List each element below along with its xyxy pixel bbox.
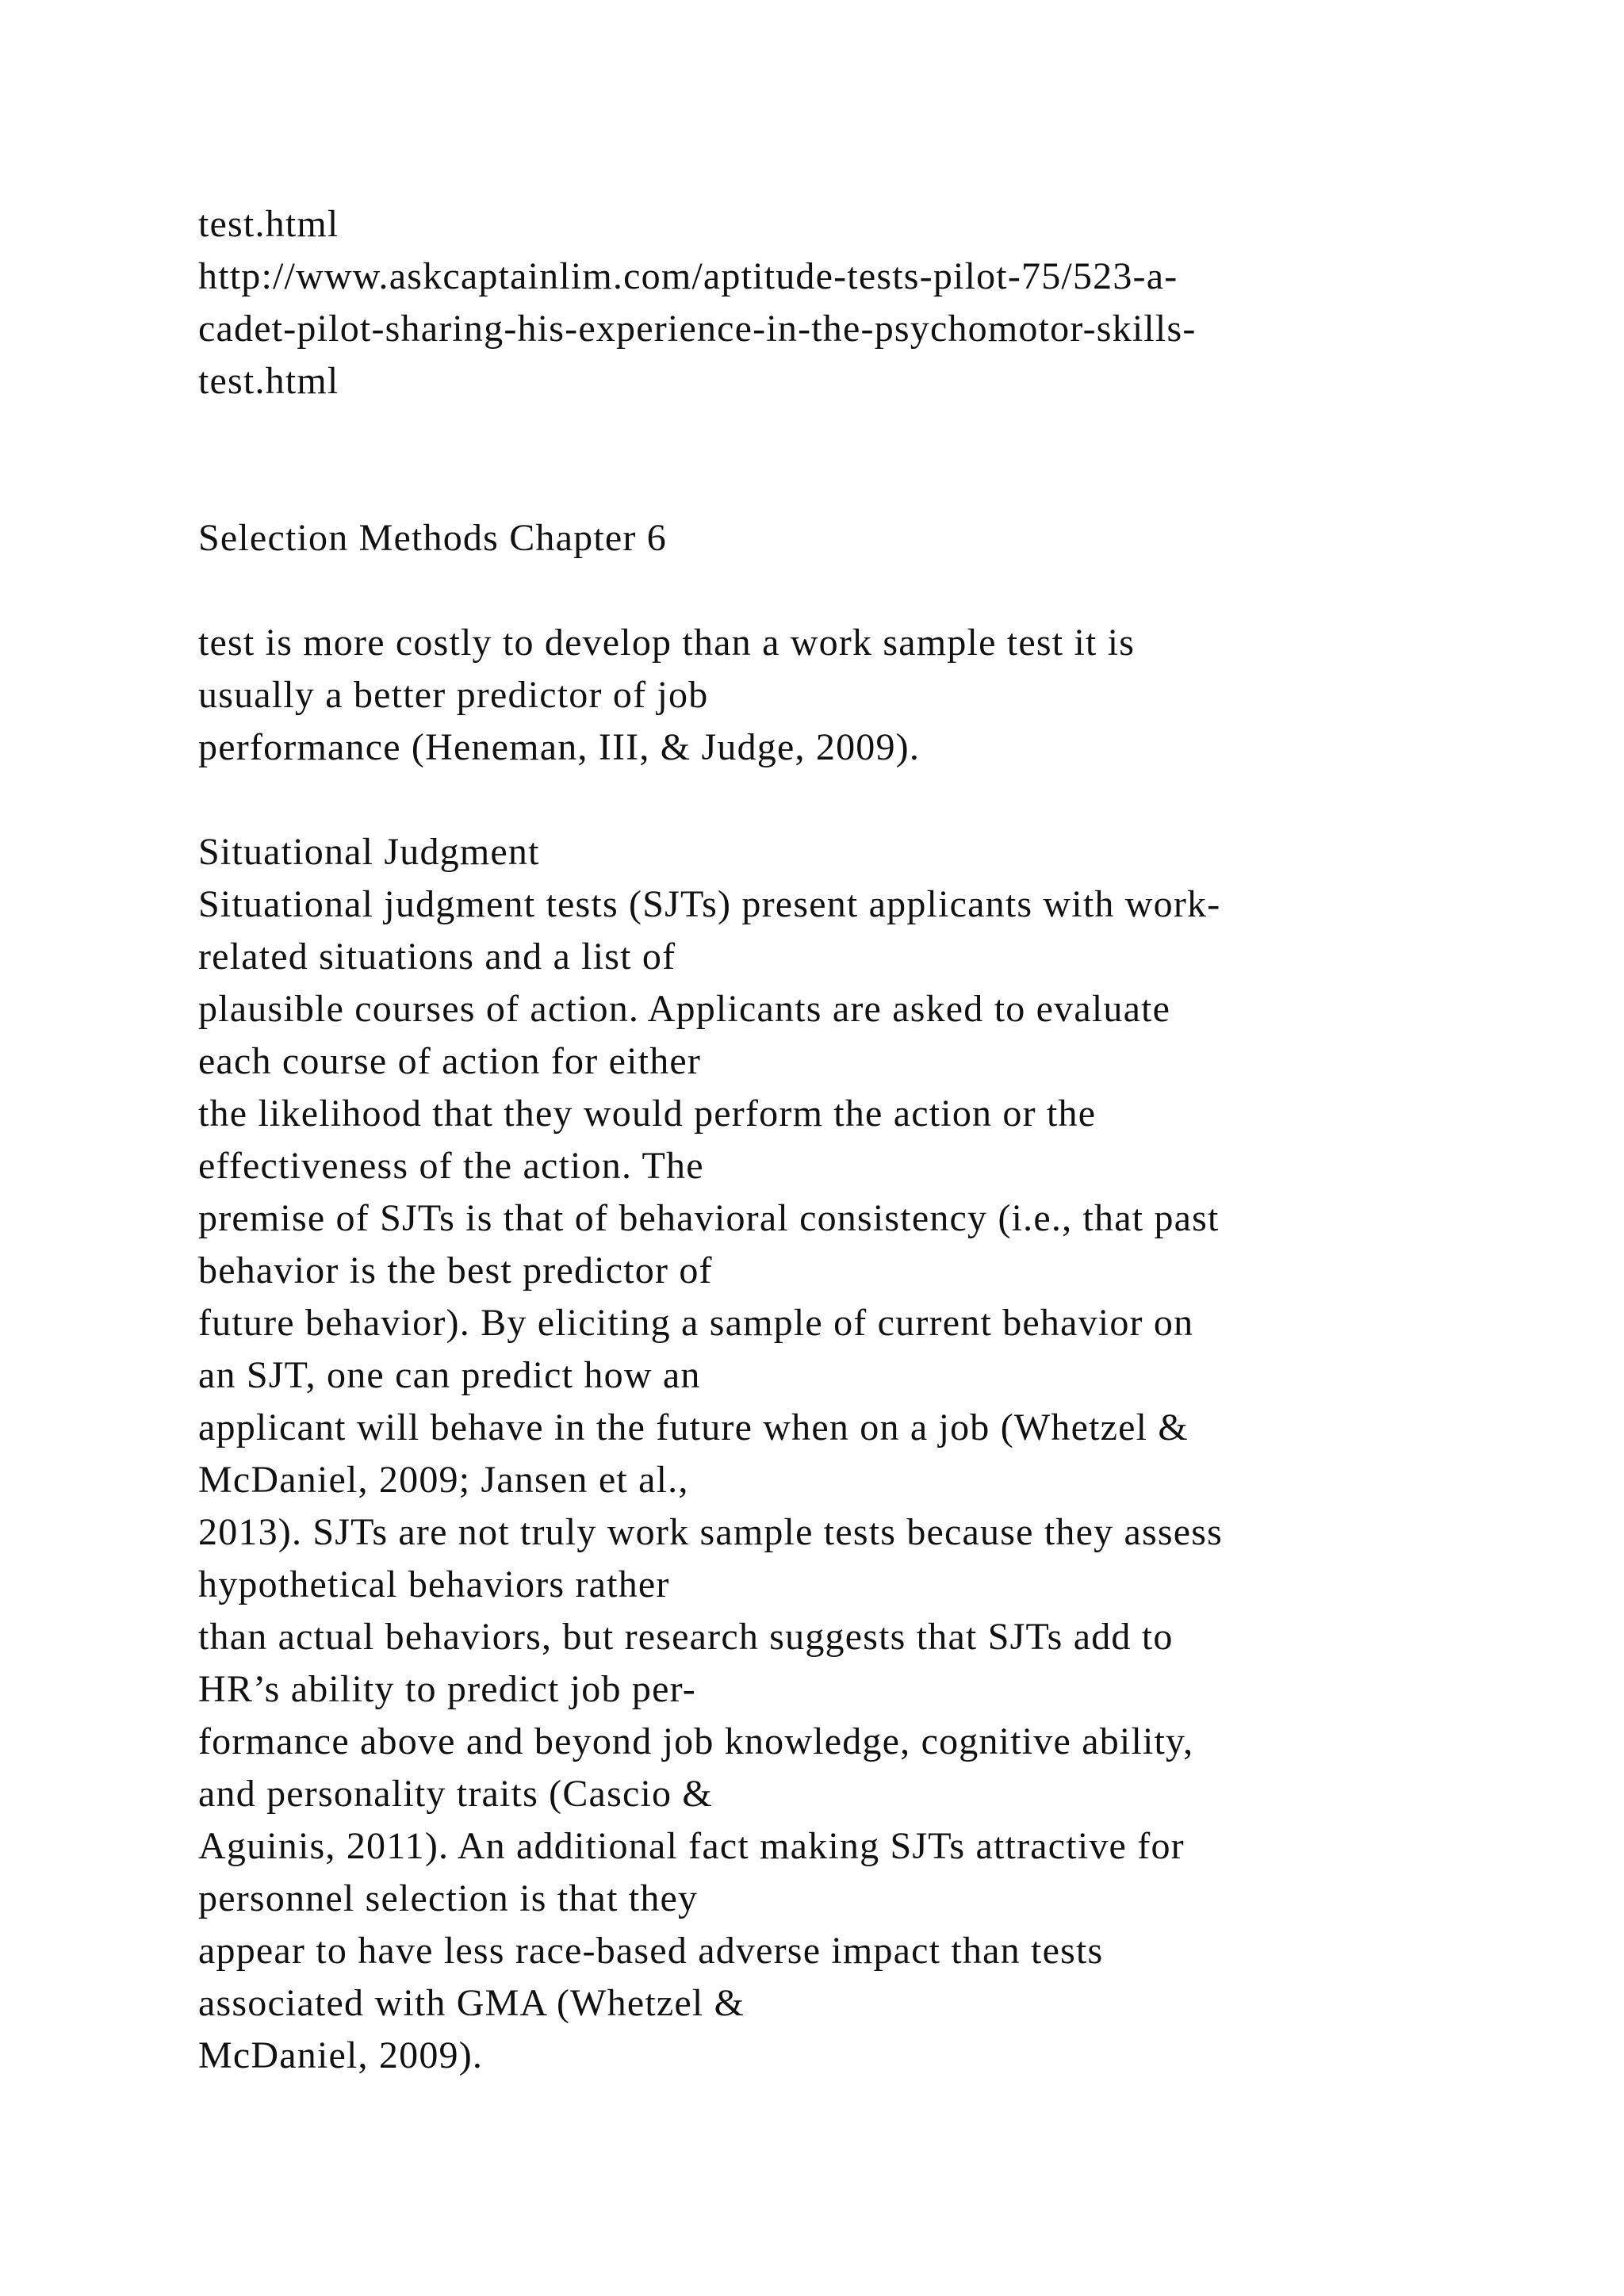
text-line: than actual behaviors, but research suggests that SJTs add to <box>198 1616 1174 1658</box>
text-line: HR’s ability to predict job per- <box>198 1668 696 1710</box>
chapter-heading: Selection Methods Chapter 6 <box>198 517 667 559</box>
text-line: 2013). SJTs are not truly work sample tests because they assess <box>198 1511 1224 1553</box>
text-line: premise of SJTs is that of behavioral consistency (i.e., that past <box>198 1197 1220 1239</box>
text-line: effectiveness of the action. The <box>198 1145 704 1187</box>
spacer <box>198 408 1467 512</box>
paragraph-2 <box>198 878 1467 2082</box>
text-line: test is more costly to develop than a work sample test it is <box>198 622 1136 664</box>
text-line: related situations and a list of <box>198 936 676 978</box>
text-line: appear to have less race-based adverse impact than tests <box>198 1930 1104 1972</box>
text-line: plausible courses of action. Applicants are asked to evaluate <box>198 988 1171 1030</box>
text-line: future behavior). By eliciting a sample of current behavior on <box>198 1302 1194 1344</box>
text-line: usually a better predictor of job <box>198 674 709 716</box>
text-line: McDaniel, 2009; Jansen et al., <box>198 1459 689 1501</box>
text-line: Aguinis, 2011). An additional fact making SJTs attractive for <box>198 1825 1185 1867</box>
spacer <box>198 564 1467 617</box>
paragraph-1 <box>198 617 1467 774</box>
document-page <box>198 198 1467 2082</box>
text-line: each course of action for either <box>198 1040 702 1082</box>
text-line: test.html <box>198 360 339 402</box>
text-line: applicant will behave in the future when on a job (Whetzel & <box>198 1406 1189 1448</box>
url-block <box>198 198 1467 408</box>
text-line: performance (Heneman, III, & Judge, 2009). <box>198 726 921 768</box>
text-line: associated with GMA (Whetzel & <box>198 1982 745 2024</box>
text-line: personnel selection is that they <box>198 1877 699 1919</box>
text-line: test.html <box>198 203 339 245</box>
spacer <box>198 774 1467 826</box>
section-title: Situational Judgment <box>198 831 540 873</box>
text-line: behavior is the best predictor of <box>198 1249 713 1292</box>
text-line: hypothetical behaviors rather <box>198 1563 670 1605</box>
text-line: and personality traits (Cascio & <box>198 1773 713 1815</box>
text-line: http://www.askcaptainlim.com/aptitude-tests-pilot-75/523-a- <box>198 255 1178 297</box>
text-line: formance above and beyond job knowledge, cognitive ability, <box>198 1720 1194 1762</box>
text-line: McDaniel, 2009). <box>198 2034 484 2076</box>
text-line: cadet-pilot-sharing-his-experience-in-the-psychomotor-skills- <box>198 308 1197 350</box>
text-line: the likelihood that they would perform the action or the <box>198 1093 1097 1135</box>
text-line: Situational judgment tests (SJTs) present applicants with work- <box>198 883 1221 925</box>
text-line: an SJT, one can predict how an <box>198 1354 701 1396</box>
